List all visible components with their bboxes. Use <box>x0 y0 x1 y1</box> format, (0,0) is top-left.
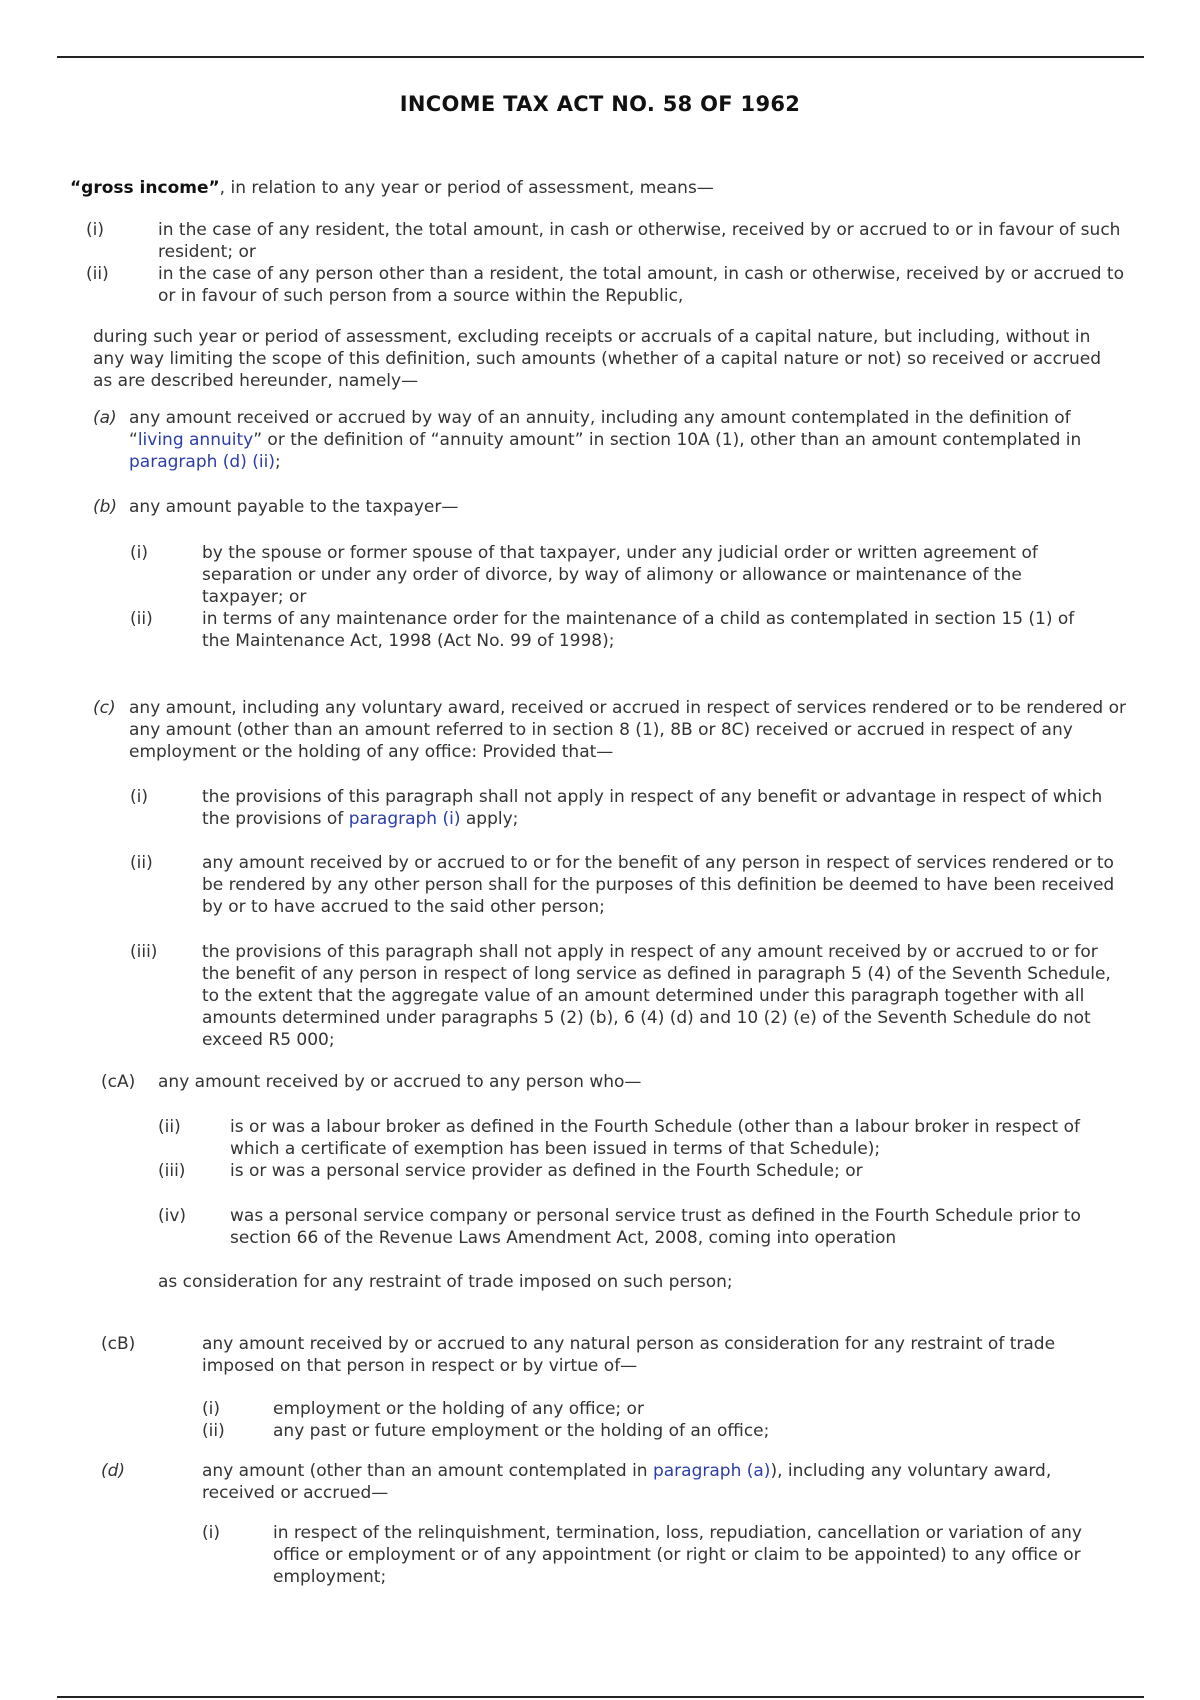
item-label: (ii) <box>158 1117 181 1137</box>
item-text: in respect of the relinquishment, termination, loss, repudiation, cancellation or variation of any office or employment or of any appointment (or right or claim to be appointed) to any office or employment; <box>273 1523 1082 1587</box>
item-label: (i) <box>202 1523 220 1543</box>
item-text: in the case of any resident, the total amount, in cash or otherwise, received by or accrued to or in favour of such resident; or <box>158 220 1121 262</box>
item-label: (iv) <box>158 1206 187 1226</box>
living-annuity-link[interactable]: living annuity <box>137 430 254 450</box>
paragraph-a-label: (a) <box>93 408 117 428</box>
item-label: (ii) <box>130 609 153 629</box>
definition-intro <box>70 177 1150 199</box>
paragraph-a-text-3: ; <box>274 452 281 472</box>
item-text: employment or the holding of any office; or <box>273 1399 644 1419</box>
paragraph-a-text <box>129 407 1129 473</box>
item-label: (ii) <box>130 853 153 873</box>
item-label: (i) <box>202 1399 220 1419</box>
top-rule <box>57 56 1144 58</box>
bottom-rule <box>57 1696 1144 1698</box>
paragraph-a-text-2: ” or the definition of “annuity amount” in section 10A (1), other than an amount contemplated in <box>253 430 1082 450</box>
paragraph-d-text-1: any amount (other than an amount contemplated in <box>202 1461 653 1481</box>
item-label: (i) <box>130 543 148 563</box>
paragraph-c-label: (c) <box>93 698 116 718</box>
item-text: in terms of any maintenance order for the maintenance of a child as contemplated in section 15 (1) of the Maintenance Act, 1998 (Act No. 99 of 1998); <box>202 609 1075 651</box>
paragraph-d-ii-link[interactable]: paragraph (d) (ii) <box>129 452 275 472</box>
paragraph-ca-label: (cA) <box>101 1072 136 1092</box>
paragraph-a-text-1: any amount received or accrued by way of an annuity, including any amount contemplated in the definition of “ <box>129 408 1071 450</box>
item-label: (i) <box>130 787 148 807</box>
item-text: is or was a personal service provider as defined in the Fourth Schedule; or <box>230 1161 863 1181</box>
paragraph-c-text: any amount, including any voluntary award, received or accrued in respect of services rendered or to be rendered or any amount (other than an amount referred to in section 8 (1), 8B or 8C) received or accrued in respect of any employment or the holding of any office: Provided that— <box>129 698 1126 762</box>
paragraph-cb-text: any amount received by or accrued to any natural person as consideration for any restraint of trade imposed on that person in respect or by virtue of— <box>202 1334 1056 1376</box>
definition-intro-text: , in relation to any year or period of assessment, means— <box>219 178 714 198</box>
item-text-part: the provisions of this paragraph shall not apply in respect of any benefit or advantage in respect of which the provisions of <box>202 787 1103 829</box>
item-text-part: apply; <box>460 809 519 829</box>
during-paragraph: during such year or period of assessment, excluding receipts or accruals of a capital nature, but including, without in any way limiting the scope of this definition, such amounts (whether of a capital nature or not) so received or accrued as are described hereunder, namely— <box>93 327 1101 391</box>
item-label: (iii) <box>130 942 158 962</box>
paragraph-cb-label: (cB) <box>101 1334 136 1354</box>
paragraph-b-text: any amount payable to the taxpayer— <box>129 497 459 517</box>
paragraph-ca-text: any amount received by or accrued to any person who— <box>158 1072 642 1092</box>
item-text: any amount received by or accrued to or for the benefit of any person in respect of services rendered or to be rendered by any other person shall for the purposes of this definition be deemed to have been received by or to have accrued to the said other person; <box>202 853 1115 917</box>
page-title: INCOME TAX ACT NO. 58 OF 1962 <box>399 92 801 116</box>
item-label: (ii) <box>202 1421 225 1441</box>
paragraph-d-label: (d) <box>101 1461 126 1481</box>
item-label: (i) <box>86 220 104 240</box>
item-text: by the spouse or former spouse of that taxpayer, under any judicial order or written agreement of separation or under any order of divorce, by way of alimony or allowance or maintenance of the taxpayer; or <box>202 543 1038 607</box>
item-text: any past or future employment or the holding of an office; <box>273 1421 770 1441</box>
item-text: was a personal service company or personal service trust as defined in the Fourth Schedule prior to section 66 of the Revenue Laws Amendment Act, 2008, coming into operation <box>230 1206 1081 1248</box>
paragraph-a-link[interactable]: paragraph (a) <box>652 1461 771 1481</box>
item-label: (ii) <box>86 264 109 284</box>
item-text <box>202 786 1122 830</box>
paragraph-d-text <box>202 1460 1122 1504</box>
item-text: is or was a labour broker as defined in the Fourth Schedule (other than a labour broker in respect of which a certificate of exemption has been issued in terms of that Schedule); <box>230 1117 1081 1159</box>
item-text: the provisions of this paragraph shall not apply in respect of any amount received by or accrued to or for the benefit of any person in respect of long service as defined in paragraph 5 (4) of the Seventh Schedule, to the extent that the aggregate value of an amount determined under this paragraph together with all amounts determined under paragraphs 5 (2) (b), 6 (4) (d) and 10 (2) (e) of the Seventh Schedule do not exceed R5 000; <box>202 942 1111 1050</box>
item-label: (iii) <box>158 1161 186 1181</box>
paragraph-i-link[interactable]: paragraph (i) <box>348 809 461 829</box>
definition-term: “gross income” <box>70 178 220 198</box>
paragraph-b-label: (b) <box>93 497 118 517</box>
paragraph-ca-tail: as consideration for any restraint of trade imposed on such person; <box>158 1272 733 1292</box>
paragraph-d-text-2: ), including any voluntary award, received or accrued— <box>202 1461 1052 1503</box>
item-text: in the case of any person other than a resident, the total amount, in cash or otherwise, received by or accrued to or in favour of such person from a source within the Republic, <box>158 264 1124 306</box>
